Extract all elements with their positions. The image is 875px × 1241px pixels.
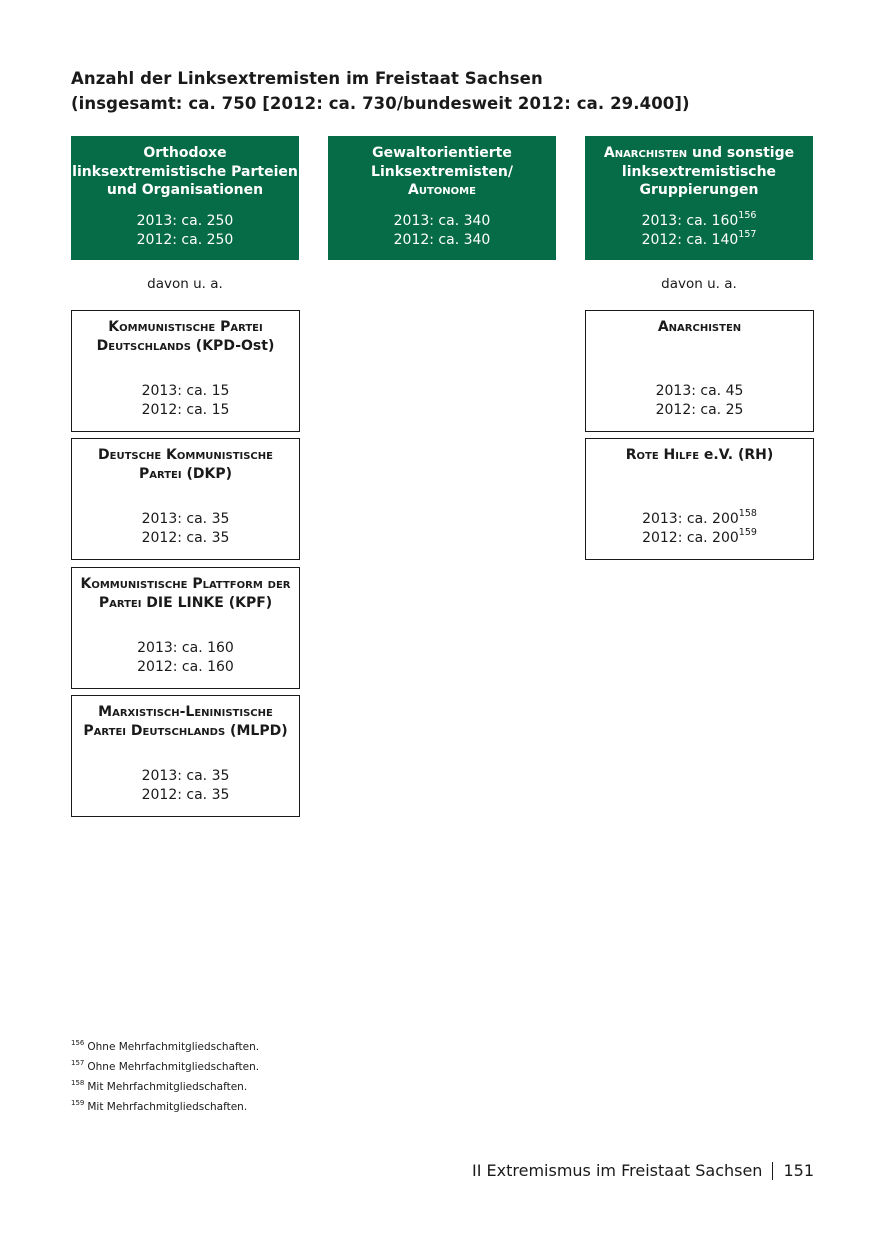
count-value: 2013: ca. 35: [141, 511, 230, 527]
count-line: [586, 510, 813, 529]
organization-name-smallcaps: Anarchisten: [657, 319, 742, 335]
count-value: 2012: ca. 340: [393, 231, 491, 248]
davon-label: davon u. a.: [661, 276, 737, 292]
category-header: [71, 136, 299, 260]
count-value: 2013: ca. 35: [141, 768, 230, 784]
organization-box: [71, 310, 300, 432]
footnote-ref: 156: [738, 209, 757, 221]
footnote-number: 158: [71, 1078, 85, 1087]
category-name-text: Linksextremisten/: [371, 163, 513, 180]
count-value: 2012: ca. 140: [641, 231, 739, 248]
count-value: 2012: ca. 200: [642, 530, 739, 546]
footnote: [71, 1057, 259, 1077]
footnote: [71, 1037, 259, 1057]
organization-name-plain: (DKP): [181, 466, 233, 482]
category-name-text: linksextremistische: [621, 163, 777, 180]
count-line: [72, 529, 299, 548]
category-name-line: [328, 181, 556, 200]
organization-name: [76, 446, 295, 484]
footnote: [71, 1077, 259, 1097]
footnote-ref: 157: [738, 228, 757, 240]
organization-box: [585, 438, 814, 560]
footnote: [71, 1097, 259, 1117]
count-line: [71, 212, 299, 231]
count-value: 2013: ca. 15: [141, 383, 230, 399]
organization-name-smallcaps: Rote Hilfe: [625, 447, 700, 463]
organization-name: [590, 318, 809, 337]
count-value: 2013: ca. 160: [137, 640, 234, 656]
organization-count: [72, 639, 299, 677]
count-value: 2012: ca. 15: [141, 402, 230, 418]
category-name: [71, 144, 299, 200]
category-count: [585, 209, 813, 250]
organization-name-smallcaps: Kommunistische Partei Deutschlands: [96, 319, 263, 354]
category-name-line: [71, 163, 299, 182]
count-line: [328, 212, 556, 231]
category-header: [585, 136, 813, 260]
organization-name-plain: (MLPD): [225, 723, 288, 739]
count-value: 2012: ca. 25: [655, 402, 744, 418]
category-name-line: [71, 181, 299, 200]
count-value: 2012: ca. 35: [141, 787, 230, 803]
organization-name-smallcaps: Marxistisch-Leninistische Partei Deutschlands: [83, 704, 273, 739]
organization-count: [586, 510, 813, 548]
organization-name: [590, 446, 809, 465]
count-line: [72, 639, 299, 658]
category-name-text: Gewaltorientierte: [372, 145, 512, 161]
category-name-line: [585, 181, 813, 200]
footnote-text: Mit Mehrfachmitgliedschaften.: [87, 1101, 248, 1113]
count-line: [72, 658, 299, 677]
page-title: [71, 66, 831, 116]
count-value: 2012: ca. 250: [136, 231, 234, 248]
organization-name: [76, 575, 295, 613]
organization-count: [72, 510, 299, 548]
category-name-line: [328, 144, 556, 163]
count-line: [586, 382, 813, 401]
footnotes: [71, 1037, 259, 1117]
organization-count: [72, 382, 299, 420]
organization-name: [76, 703, 295, 741]
category-name: [585, 144, 813, 200]
organization-name-smallcaps: Deutsche Kommunistische Partei: [98, 447, 273, 482]
organization-box: [585, 310, 814, 432]
category-name-text: Gruppierungen: [639, 182, 759, 198]
count-value: 2013: ca. 160: [641, 212, 739, 229]
category-name-text: Orthodoxe: [143, 145, 227, 161]
organization-box: [71, 695, 300, 817]
count-line: [71, 231, 299, 250]
page-footer: [472, 1161, 814, 1180]
footnote-text: Mit Mehrfachmitgliedschaften.: [87, 1081, 248, 1093]
title-line-2: (insgesamt: ca. 750 [2012: ca. 730/bundesweit 2012: ca. 29.400]): [71, 94, 690, 113]
count-line: [585, 209, 813, 231]
category-name-line: [71, 144, 299, 163]
count-value: 2013: ca. 250: [136, 212, 234, 229]
count-line: [586, 529, 813, 548]
organization-name-plain: e.V. (RH): [699, 447, 774, 463]
category-count: [328, 212, 556, 250]
category-name-line: [328, 163, 556, 182]
count-value: 2013: ca. 200: [642, 511, 739, 527]
category-name-line: [585, 163, 813, 182]
footnote-number: 156: [71, 1038, 85, 1047]
organization-box: [71, 567, 300, 689]
footnote-ref: 158: [738, 508, 757, 520]
title-line-1: Anzahl der Linksextremisten im Freistaat Sachsen: [71, 69, 543, 88]
davon-label: davon u. a.: [147, 276, 223, 292]
category-name-text: und Organisationen: [106, 182, 264, 198]
count-line: [72, 382, 299, 401]
category-name-text: linksextremistische Parteien: [72, 163, 298, 180]
organization-name-plain: (KPD-Ost): [190, 338, 275, 354]
footnote-ref: 159: [738, 527, 757, 539]
count-line: [72, 786, 299, 805]
footer-divider: [772, 1162, 773, 1180]
count-value: 2013: ca. 45: [655, 383, 744, 399]
page-number: 151: [783, 1161, 814, 1180]
organization-count: [586, 382, 813, 420]
category-name-text: Anarchisten: [603, 145, 688, 161]
count-value: 2012: ca. 35: [141, 530, 230, 546]
count-value: 2012: ca. 160: [137, 659, 234, 675]
organization-name: [76, 318, 295, 356]
count-line: [586, 401, 813, 420]
count-line: [72, 401, 299, 420]
footnote-number: 159: [71, 1098, 85, 1107]
category-name: [328, 144, 556, 200]
count-line: [72, 767, 299, 786]
count-value: 2013: ca. 340: [393, 212, 491, 229]
count-line: [328, 231, 556, 250]
organization-count: [72, 767, 299, 805]
category-count: [71, 212, 299, 250]
category-name-suffix: und sonstige: [687, 145, 795, 161]
count-line: [585, 228, 813, 250]
category-name-line: [585, 144, 813, 163]
count-line: [72, 510, 299, 529]
organization-box: [71, 438, 300, 560]
footnote-number: 157: [71, 1058, 85, 1067]
footnote-text: Ohne Mehrfachmitgliedschaften.: [87, 1041, 260, 1053]
category-name-text: Autonome: [408, 182, 476, 198]
organization-name-smallcaps: Kommunistische Plattform der Partei: [80, 576, 291, 611]
category-header: [328, 136, 556, 260]
footnote-text: Ohne Mehrfachmitgliedschaften.: [87, 1061, 260, 1073]
organization-name-plain: DIE LINKE (KPF): [141, 595, 273, 611]
footer-section-title: II Extremismus im Freistaat Sachsen: [472, 1161, 763, 1180]
